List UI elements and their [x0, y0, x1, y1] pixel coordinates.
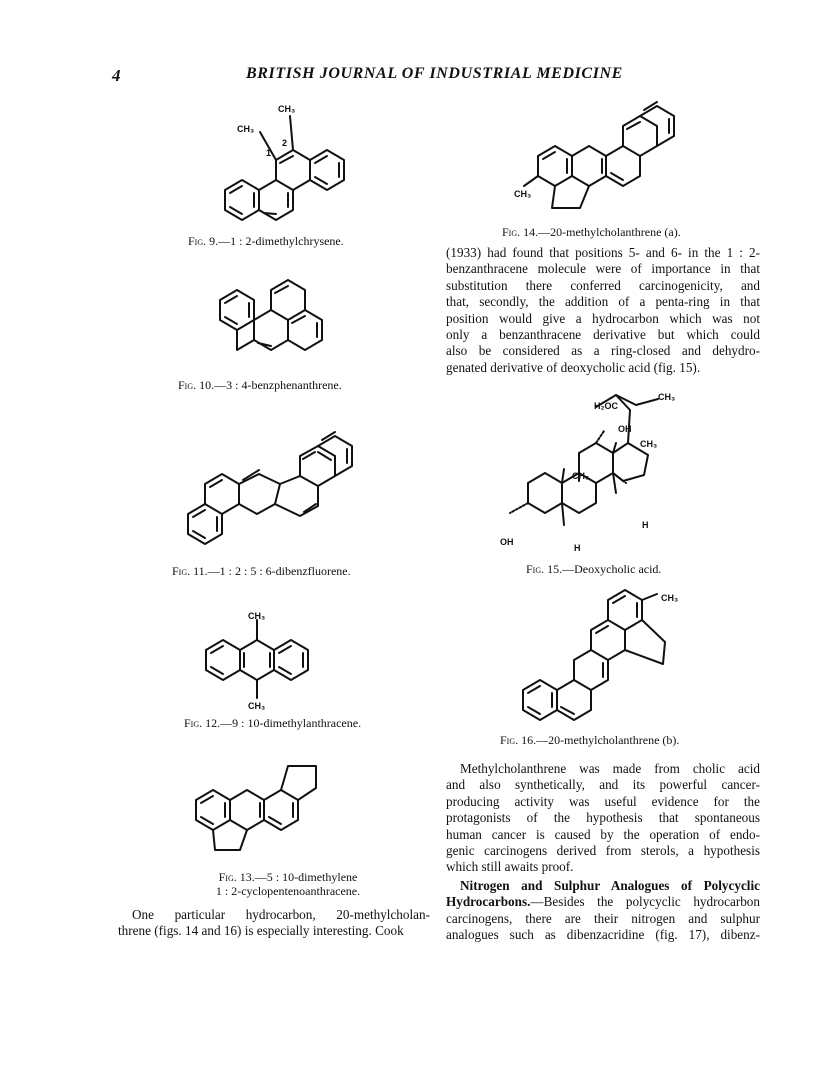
left-paragraph — [118, 907, 430, 940]
section-heading-cont: Hydrocarbons. — [446, 894, 531, 910]
fig14-structure — [510, 96, 710, 221]
text-line: which still awaits proof. — [446, 859, 574, 875]
fig12-caption: Fig. 12.—9 : 10-dimethylanthracene. — [184, 716, 362, 730]
fig9-position-1-label: 1 — [266, 148, 272, 158]
fig11-structure — [182, 420, 382, 560]
fig9-position-2-label: 2 — [282, 138, 288, 148]
text-line: position would give a hydrocarbon which was not — [446, 310, 760, 326]
fig12-structure — [200, 610, 350, 710]
fig15-structure — [498, 385, 728, 560]
fig15-ch3-c-label: CH₃ — [640, 439, 658, 449]
fig14-methyl-label: CH₃ — [514, 189, 532, 199]
text-line: carcinogens, there are their nitrogen and sulphur — [446, 910, 760, 926]
fig13-caption: Fig. 13.—5 : 10-dimethylene 1 : 2-cyclopentenoanthracene. — [215, 870, 361, 898]
fig15-caption: Fig. 15.—Deoxycholic acid. — [526, 562, 662, 576]
fig10-structure — [200, 272, 340, 372]
section-heading: Nitrogen and Sulphur Analogues of Polycyclic — [460, 878, 760, 893]
text-line: (1933) had found that positions 5- and 6- in the 1 : 2- — [446, 245, 760, 260]
fig14-caption: Fig. 14.—20-methylcholanthrene (a). — [502, 225, 681, 239]
fig15-h2oc-label: H₂OC — [594, 401, 618, 411]
text-line: protagonists of the hypothesis that spontaneous — [446, 810, 760, 826]
right-paragraph-1 — [446, 245, 760, 376]
right-paragraph-2 — [446, 761, 760, 876]
text-line: human cancer is caused by the operation of endo- — [446, 826, 760, 842]
text-line: substitution there conferred carcinogenicity, and — [446, 277, 760, 293]
page-number: 4 — [112, 66, 121, 85]
fig12-methyl-top-label: CH₃ — [248, 611, 266, 621]
running-header-title: BRITISH JOURNAL OF INDUSTRIAL MEDICINE — [246, 65, 623, 82]
fig16-methyl-label: CH₃ — [661, 593, 679, 603]
fig10-caption: Fig. 10.—3 : 4-benzphenanthrene. — [178, 378, 342, 392]
text-line: genated derivative of deoxycholic acid (fig. 15). — [446, 359, 701, 375]
fig9-methyl-top-label: CH₃ — [278, 104, 296, 114]
fig12-methyl-bottom-label: CH₃ — [248, 701, 266, 711]
fig13-structure — [188, 758, 368, 868]
text-line: benzanthracene molecule were of importance in that — [446, 261, 760, 277]
fig15-ch3-a-label: CH₃ — [572, 471, 590, 481]
text-line: Hydrocarbons.—Besides the polycyclic hydrocarbon — [446, 894, 760, 910]
text-line: threne (figs. 14 and 16) is especially interesting. Cook — [118, 923, 404, 939]
fig16-structure — [515, 590, 715, 730]
text-line: Methylcholanthrene was made from cholic acid — [460, 761, 760, 776]
fig15-h-right-label: H — [642, 520, 649, 530]
fig11-caption: Fig. 11.—1 : 2 : 5 : 6-dibenzfluorene. — [172, 564, 351, 578]
text-line: and also synthetically, and its powerful cancer- — [446, 777, 760, 793]
fig16-caption: Fig. 16.—20-methylcholanthrene (b). — [500, 733, 680, 747]
right-paragraph-3 — [446, 878, 760, 944]
text-line: also be considered as a ring-closed and dehydro- — [446, 343, 760, 359]
text-line: only a benzanthracene derivative but which could — [446, 326, 760, 342]
text-line: that, secondly, the addition of a penta-ring in that — [446, 294, 760, 310]
fig9-structure — [190, 96, 370, 231]
fig15-ch3-side-label: CH₃ — [658, 392, 676, 402]
text-line: producing activity was useful evidence for the — [446, 793, 760, 809]
text-line: analogues such as dibenzacridine (fig. 17), dibenz- — [446, 927, 760, 943]
text-line: One particular hydrocarbon, 20-methylcholan- — [132, 907, 430, 922]
fig9-caption: Fig. 9.—1 : 2-dimethylchrysene. — [188, 234, 344, 248]
fig9-methyl-left-label: CH₃ — [237, 124, 255, 134]
fig15-h-bottom-label: H — [574, 543, 581, 553]
fig15-oh-left-label: OH — [500, 537, 514, 547]
section-heading-line — [446, 878, 760, 894]
fig15-oh-top-label: OH — [618, 424, 632, 434]
text-line: genic carcinogens derived from sterols, a hypothesis — [446, 842, 760, 858]
